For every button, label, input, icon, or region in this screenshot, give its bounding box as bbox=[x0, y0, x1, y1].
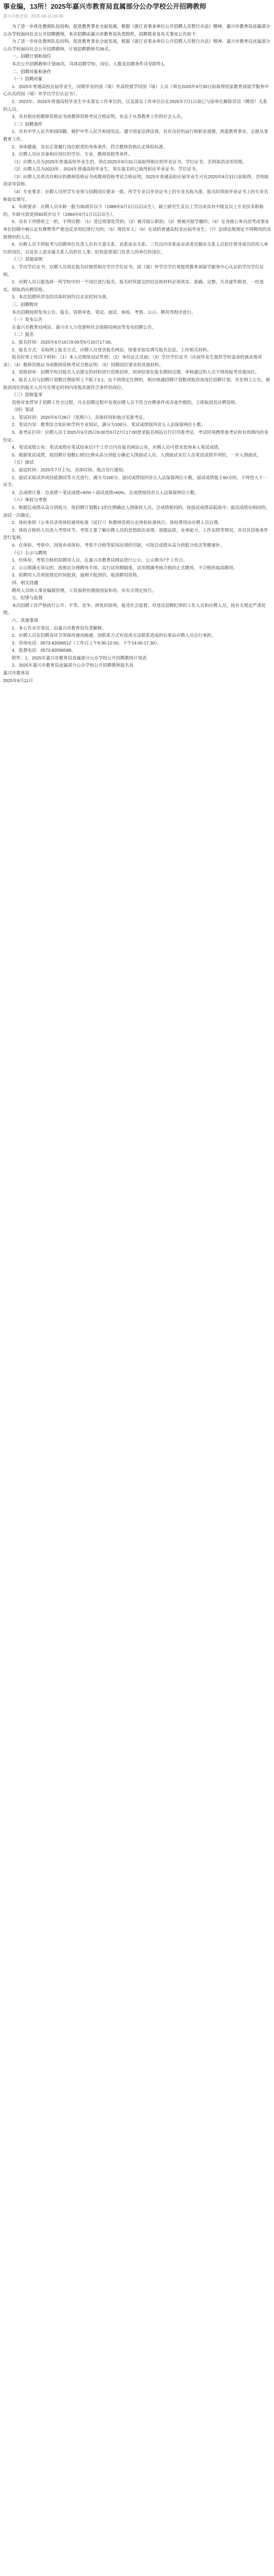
article-body bbox=[3, 23, 271, 684]
article-paragraph: （1）应聘人员为2025年普通高校毕业生的，须在2025年8月31日前取得相应的毕业证书、学位证书，否则取消录用资格。 bbox=[12, 159, 247, 164]
article-paragraph: 四、相关待遇 bbox=[12, 580, 39, 585]
article-paragraph: （4）专业要求：应聘人员所学专业须与招聘岗位要求一致，所学专业以毕业证书上的专业名称为准，报名时须按毕业证书上的专业名称如实填写。 bbox=[3, 189, 268, 202]
article-paragraph: 本次招聘按照发布公告、报名、资格审查、笔试、面试、体检、考察、公示、聘用等程序进行。 bbox=[12, 309, 196, 315]
article-paragraph: 2．体检参照《公务员录用体检通用标准（试行）》和教师资格认定体检标准执行。体检费用由应聘人员自理。 bbox=[12, 520, 222, 526]
article-paragraph: （五）面试 bbox=[12, 460, 34, 465]
article-paragraph: 2．笔试内容：教育综合知识和学科专业知识，满分为100分。笔试成绩按四舍五入法保留两位小数。 bbox=[12, 422, 206, 428]
article-paragraph: 5．根据笔试成绩，按招聘计划数1:3的比例从高分到低分确定入围面试人员。入围面试末位人员笔试成绩并列的，一并入围面试。 bbox=[12, 452, 262, 457]
article-paragraph: （三）其他说明 bbox=[12, 257, 43, 262]
article-paragraph: 三、招聘程序 bbox=[12, 301, 39, 307]
article-paragraph: （2）应聘人员为2023年、2024年普通高校毕业生，须在报名时已取得相应毕业证书、学位证书。 bbox=[12, 166, 200, 172]
article-paragraph: 资格审查贯穿于招聘工作全过程，凡在招聘过程中发现应聘人员不符合应聘条件或弄虚作假的，立即取消其应聘资格。 bbox=[12, 399, 240, 405]
article-paragraph: 报名时须上传以下材料：（1）本人近期免冠证件照；（2）身份证正反面；（3）学历学位证书（应届毕业生提供学校盖章的就业推荐表）；（4）教师资格证书或教师资格考试合格证明；（5）招聘岗位要求的其他材料。 bbox=[3, 354, 262, 367]
article-paragraph: （二）招聘条件 bbox=[12, 121, 43, 127]
article-paragraph: 4．笔试成绩公布：笔试成绩在笔试结束后7个工作日内在报名网站公布，应聘人员可登录查询本人笔试成绩。 bbox=[12, 445, 222, 450]
article-paragraph: 在嘉兴市教育局网站、嘉兴市人力资源和社会保障局网站等发布招聘公告。 bbox=[12, 324, 157, 330]
article-paragraph: 3．准考证打印：应聘人员于2025年6月25日9:00至6月27日17:00登录报名网站自行打印准考证，考试时须携带准考证和有效期内的身份证。 bbox=[3, 430, 268, 443]
article-paragraph: 本次公开招聘教师计划36名，具体招聘学校、岗位、人数及招聘条件详见附件1。 bbox=[12, 61, 168, 66]
article-paragraph: 2．2025年嘉兴市教育局直属部分公办学校公开招聘教师报名表 bbox=[12, 663, 134, 668]
article-paragraph: 2．应聘人员只能选择一所学校中的一个岗位进行报名，报名时所提交的信息和材料必须真实、准确、完整，凡弄虚作假者，一经查实，即取消应聘资格。 bbox=[3, 279, 264, 292]
article-paragraph: 附件：1．2025年嘉兴市教育局直属部分公办学校公开招聘教师计划表 bbox=[12, 655, 147, 660]
article-paragraph: 3．拟聘用人员须按规定时间报到，逾期不报到的，取消聘用资格。 bbox=[12, 572, 142, 578]
article-paragraph: 1．学历学位证书：应聘人员须在报名时提供相应学历学位证书，国（境）外学历学位须提供教育部留学服务中心认证的学历学位证明。 bbox=[3, 264, 264, 277]
article-paragraph: 为了进一步优化教师队伍结构，促进教育事业全面发展，根据《浙江省事业单位公开招聘人员暂行办法》精神，嘉兴市教育局直属部分公办学校面向社会公开招聘教师。本次招聘由嘉兴市教育局负责组织，招聘简章及有关事宜公告如下： bbox=[3, 24, 270, 37]
article-paragraph: （一）发布公告 bbox=[12, 317, 43, 323]
article-paragraph: 五、纪律与监督 bbox=[12, 595, 43, 601]
article-paragraph: 3．总成绩计算：总成绩＝笔试成绩×40%＋面试成绩×60%，总成绩按四舍五入法保留两位小数。 bbox=[12, 489, 199, 495]
article-paragraph: 2．面试采取试讲或技能测试等方式进行，满分为100分，面试成绩按四舍五入法保留两位小数。面试成绩低于60分的，不得进入下一环节。 bbox=[3, 474, 267, 488]
article-title: 事业编，13所！2025年嘉兴市教育局直属部分公办学校公开招聘教师 bbox=[3, 3, 207, 10]
article-paragraph: 聘用人员纳入事业编制管理，工资福利待遇按国家和省、市有关规定执行。 bbox=[12, 587, 157, 593]
article-paragraph: 4．监督电话：0573-82096588。 bbox=[12, 648, 76, 653]
article-paragraph: 3．本次招聘所涉及的具体时间均以北京时间为准。 bbox=[12, 294, 111, 300]
article-paragraph: 6．应聘人员不得报考与招聘单位负责人员有夫妻关系、直系血亲关系、三代以内旁系血亲或者近姻亲关系人员担任领导成员的用人单位的岗位，以及有上述亲属关系人员担任人事、纪检监察部门负责人的单位的岗位。 bbox=[3, 242, 268, 255]
article-paragraph: （四）笔试 bbox=[12, 407, 34, 413]
article-page bbox=[0, 0, 274, 689]
article-paragraph: 4．在体检、考察中，因放弃或体检、考察不合格等原因出现的空缺，可按总成绩从高分到低分依次等额递补。 bbox=[12, 542, 225, 548]
article-paragraph: 1．本公告未尽事宜，由嘉兴市教育局负责解释。 bbox=[12, 625, 107, 631]
article-paragraph: 二、招聘对象和条件 bbox=[12, 69, 52, 74]
article-paragraph: 为了进一步优化教师队伍结构，促进教育事业全面发展，根据《浙江省事业单位公开招聘人员暂行办法》精神，嘉兴市教育局直属部分公办学校面向社会公开招聘教师，计划招聘教师共36名。 bbox=[3, 39, 270, 52]
article-paragraph: 本次招聘工作严格执行公开、平等、竞争、择优的原则，接受社会监督。对违反招聘纪律的工作人员和应聘人员，按有关规定严肃处理。 bbox=[3, 602, 266, 616]
article-paragraph: 2025年6月11日 bbox=[3, 677, 33, 683]
article-paragraph: 3．应聘人员应具备相应岗位的学历、专业、教师资格等条件。 bbox=[12, 151, 133, 157]
article-paragraph: 1．面试时间：2025年7月上旬，具体时间、地点另行通知。 bbox=[12, 467, 127, 473]
article-paragraph: 1．报名时间：2025年6月16日9:00至6月20日17:00。 bbox=[12, 339, 115, 345]
article-paragraph: 4．年龄要求：应聘人员年龄一般为35周岁以下（1989年6月1日以后出生），硕士研究生及以上学历或具有中级及以上专业技术职称的，年龄可放宽到40周岁以下（1984年6月1日以后出生）。 bbox=[3, 204, 264, 217]
article-paragraph: （三）资格复审 bbox=[12, 392, 43, 398]
article-paragraph: （七）公示与聘用 bbox=[12, 550, 47, 555]
article-paragraph: 3．资格初审：招聘学校对报名人员提交的材料进行资格初审，初审结果在报名期间反馈，审核通过的人员不得再报考其他岗位。 bbox=[12, 369, 260, 375]
article-paragraph: 六、其他事项 bbox=[12, 617, 39, 623]
article-paragraph: 2．公示期满无异议的，按规定办理聘用手续，实行试用期制度，试用期满考核合格的正式聘用，不合格的取消聘用。 bbox=[12, 565, 238, 570]
article-paragraph: 2．应聘人员在招聘各环节须保持通讯畅通，因联系方式有误或无法联系造成的后果由应聘人员自行承担。 bbox=[12, 633, 216, 638]
article-meta bbox=[3, 13, 271, 20]
article-date: 2025-06-11 09:48 bbox=[31, 14, 63, 19]
article-paragraph: 3．咨询电话：0573-82096512（工作日上午8:30-12:00，下午14:00-17:30）。 bbox=[12, 640, 162, 646]
article-paragraph: 1．具有中华人民共和国国籍，拥护中华人民共和国宪法，遵守国家法律法规，具有良好的品行和职业道德，热爱教育事业，志愿从事教育工作。 bbox=[3, 129, 268, 142]
article-source: 嘉兴市教育局 bbox=[3, 14, 28, 19]
article-paragraph: 5．具有下列情形之一的，不得应聘：（1）受过刑事处罚的；（2）被开除公职的；（3）曾被开除学籍的；（4）在各级公务员招考或事业单位招聘中被认定有舞弊等严重违反录用纪律行为的；（5）现役军人；（6）在读的普通高校非应届毕业生；（7）法律法规规定不得聘用的其他情形的人员。 bbox=[3, 219, 271, 240]
article-paragraph: （二）报名 bbox=[12, 332, 34, 337]
article-paragraph: 4．报名人员与招聘计划数比例原则上不低于3:1，达不到规定比例的，相应核减招聘计划数或取消该岗位招聘计划，并在网上公告。被取消岗位的报名人员可在规定时间内改报其他符合条件的岗位。 bbox=[3, 377, 270, 390]
article-paragraph: 1．经体检、考察合格的拟聘用人员，在嘉兴市教育局网站进行公示，公示期为7个工作日。 bbox=[12, 557, 187, 563]
article-paragraph: 2．身体健康，具有正常履行岗位职责的身体条件，符合教师资格认定体检标准。 bbox=[12, 144, 168, 149]
article-paragraph: 3．体检合格的人员进入考察环节。考察主要了解应聘人员的思想政治表现、道德品质、业务能力、工作实绩等情况，并对其资格条件进行复核。 bbox=[3, 527, 268, 540]
article-paragraph: （一）招聘对象 bbox=[12, 76, 43, 82]
article-paragraph: 1．2025年普通高校应届毕业生，同期毕业的国（境）外高校留学回国（境）人员（须在2025年9月30日前取得国家教育部留学服务中心出具的国（境）外学历学位认证书）。 bbox=[3, 83, 269, 97]
article-paragraph: 3．具有相应的教师资格证书或教师资格考试合格证明，有志于从事教育工作的社会人员。 bbox=[12, 114, 185, 120]
article-paragraph: （六）体检与考察 bbox=[12, 497, 47, 503]
article-paragraph: 2．报名方式：采取网上报名方式。应聘人员登录报名网站，按要求如实填写报名信息，上传相关材料。 bbox=[12, 347, 212, 352]
article-paragraph: 一、招聘计划和岗位 bbox=[12, 54, 52, 59]
article-paragraph: （3）应聘人员须具有相应的教师资格证书或教师资格考试合格证明，2025年普通高校应届毕业生可在2025年8月31日前取得，否则取消录用资格。 bbox=[3, 174, 269, 187]
article-paragraph: 1．笔试时间：2025年6月28日（星期六），具体时间和地点见准考证。 bbox=[12, 414, 148, 420]
article-paragraph: 嘉兴市教育局 bbox=[3, 670, 30, 676]
article-paragraph: 1．根据总成绩从高分到低分，按招聘计划数1:1的比例确定入围体检人员。总成绩相同的，按面试成绩高低排序；面试成绩也相同的，加试一次确定。 bbox=[3, 505, 270, 518]
article-paragraph: 2．2023年、2024年普通高校毕业生中未落实工作单位的，以及落实工作单位后在2025年7月1日前已与原单位解除劳动（聘用）关系的人员。 bbox=[3, 98, 267, 112]
